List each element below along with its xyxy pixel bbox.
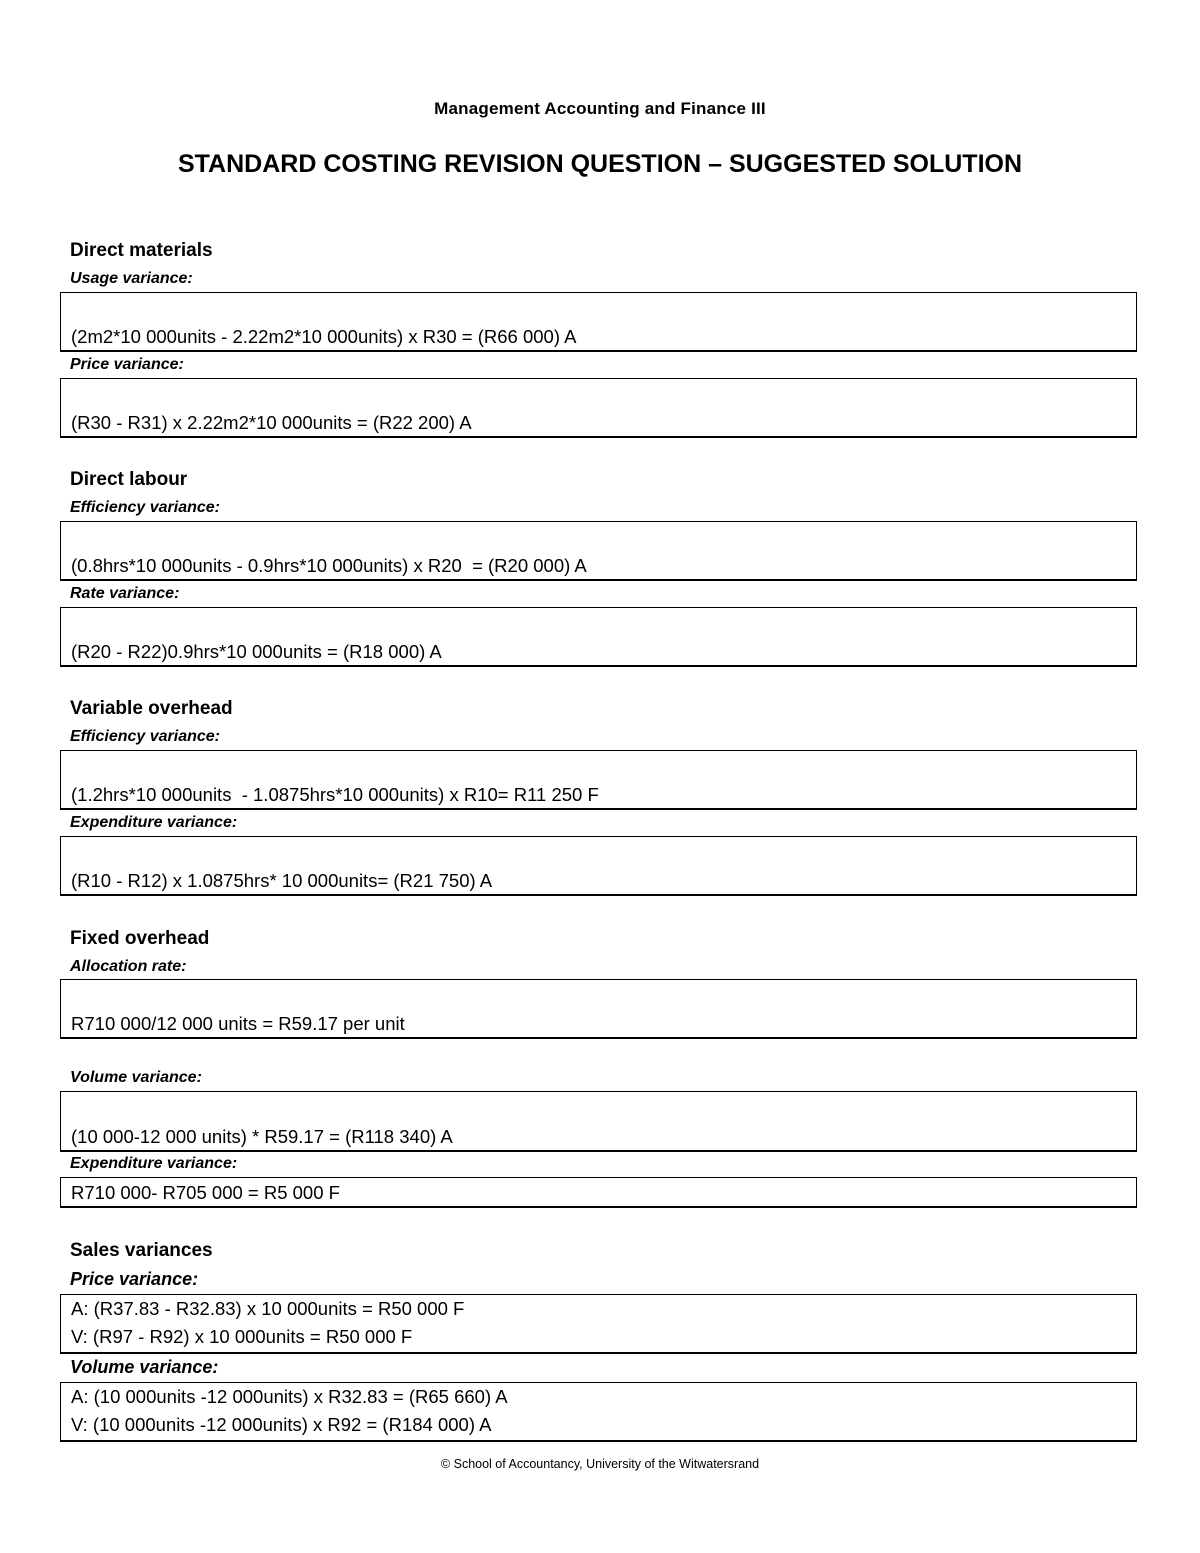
- page-title: STANDARD COSTING REVISION QUESTION – SUGGESTED SOLUTION: [177, 150, 1023, 178]
- sales-price-line: V: (R97 - R92) x 10 000units = R50 000 F: [71, 1326, 413, 1347]
- sales-price-box: [60, 1294, 1137, 1354]
- fo-volume-box: [60, 1091, 1137, 1152]
- allocation-rate-box: [60, 979, 1137, 1039]
- usage-variance-label: Usage variance:: [70, 270, 193, 287]
- vo-efficiency-calc: (1.2hrs*10 000units - 1.0875hrs*10 000units) x R10= R11 250 F: [71, 784, 599, 805]
- labour-efficiency-box: [60, 521, 1137, 581]
- price-variance-box: [60, 378, 1137, 438]
- labour-efficiency-calc: (0.8hrs*10 000units - 0.9hrs*10 000units) x R20 = (R20 000) A: [71, 555, 587, 576]
- section-heading-direct-materials: Direct materials: [70, 240, 213, 261]
- sales-volume-box: [60, 1382, 1137, 1442]
- price-variance-calc: (R30 - R31) x 2.22m2*10 000units = (R22 200) A: [71, 412, 472, 433]
- vo-efficiency-box: [60, 750, 1137, 810]
- allocation-rate-calc: R710 000/12 000 units = R59.17 per unit: [71, 1013, 405, 1034]
- price-variance-label: Price variance:: [70, 356, 184, 373]
- course-title: Management Accounting and Finance III: [434, 99, 766, 118]
- rate-variance-box: [60, 607, 1137, 667]
- fo-volume-calc: (10 000-12 000 units) * R59.17 = (R118 340) A: [71, 1126, 453, 1147]
- copyright-footer: © School of Accountancy, University of the Witwatersrand: [440, 1457, 760, 1471]
- labour-efficiency-label: Efficiency variance:: [70, 499, 221, 516]
- fo-expenditure-box: [60, 1177, 1137, 1208]
- sales-volume-label: Volume variance:: [70, 1357, 219, 1377]
- sales-price-line: A: (R37.83 - R32.83) x 10 000units = R50 000 F: [71, 1298, 465, 1319]
- section-heading-variable-overhead: Variable overhead: [70, 698, 233, 719]
- usage-variance-box: [60, 292, 1137, 352]
- sales-volume-line: A: (10 000units -12 000units) x R32.83 = (R65 660) A: [71, 1386, 508, 1407]
- vo-expenditure-label: Expenditure variance:: [70, 814, 238, 831]
- fo-expenditure-label: Expenditure variance:: [70, 1155, 238, 1172]
- section-heading-direct-labour: Direct labour: [70, 469, 188, 490]
- rate-variance-label: Rate variance:: [70, 585, 180, 602]
- vo-expenditure-box: [60, 836, 1137, 896]
- sales-price-label: Price variance:: [70, 1269, 199, 1289]
- fo-volume-label: Volume variance:: [70, 1069, 202, 1086]
- sales-volume-line: V: (10 000units -12 000units) x R92 = (R184 000) A: [71, 1414, 492, 1435]
- allocation-rate-label: Allocation rate:: [70, 958, 187, 975]
- section-heading-fixed-overhead: Fixed overhead: [70, 928, 210, 949]
- section-heading-sales-variances: Sales variances: [70, 1240, 213, 1261]
- rate-variance-calc: (R20 - R22)0.9hrs*10 000units = (R18 000) A: [71, 641, 442, 662]
- vo-efficiency-label: Efficiency variance:: [70, 728, 221, 745]
- fo-expenditure-calc: R710 000- R705 000 = R5 000 F: [71, 1182, 340, 1203]
- vo-expenditure-calc: (R10 - R12) x 1.0875hrs* 10 000units= (R21 750) A: [71, 870, 493, 891]
- usage-variance-calc: (2m2*10 000units - 2.22m2*10 000units) x R30 = (R66 000) A: [71, 326, 577, 347]
